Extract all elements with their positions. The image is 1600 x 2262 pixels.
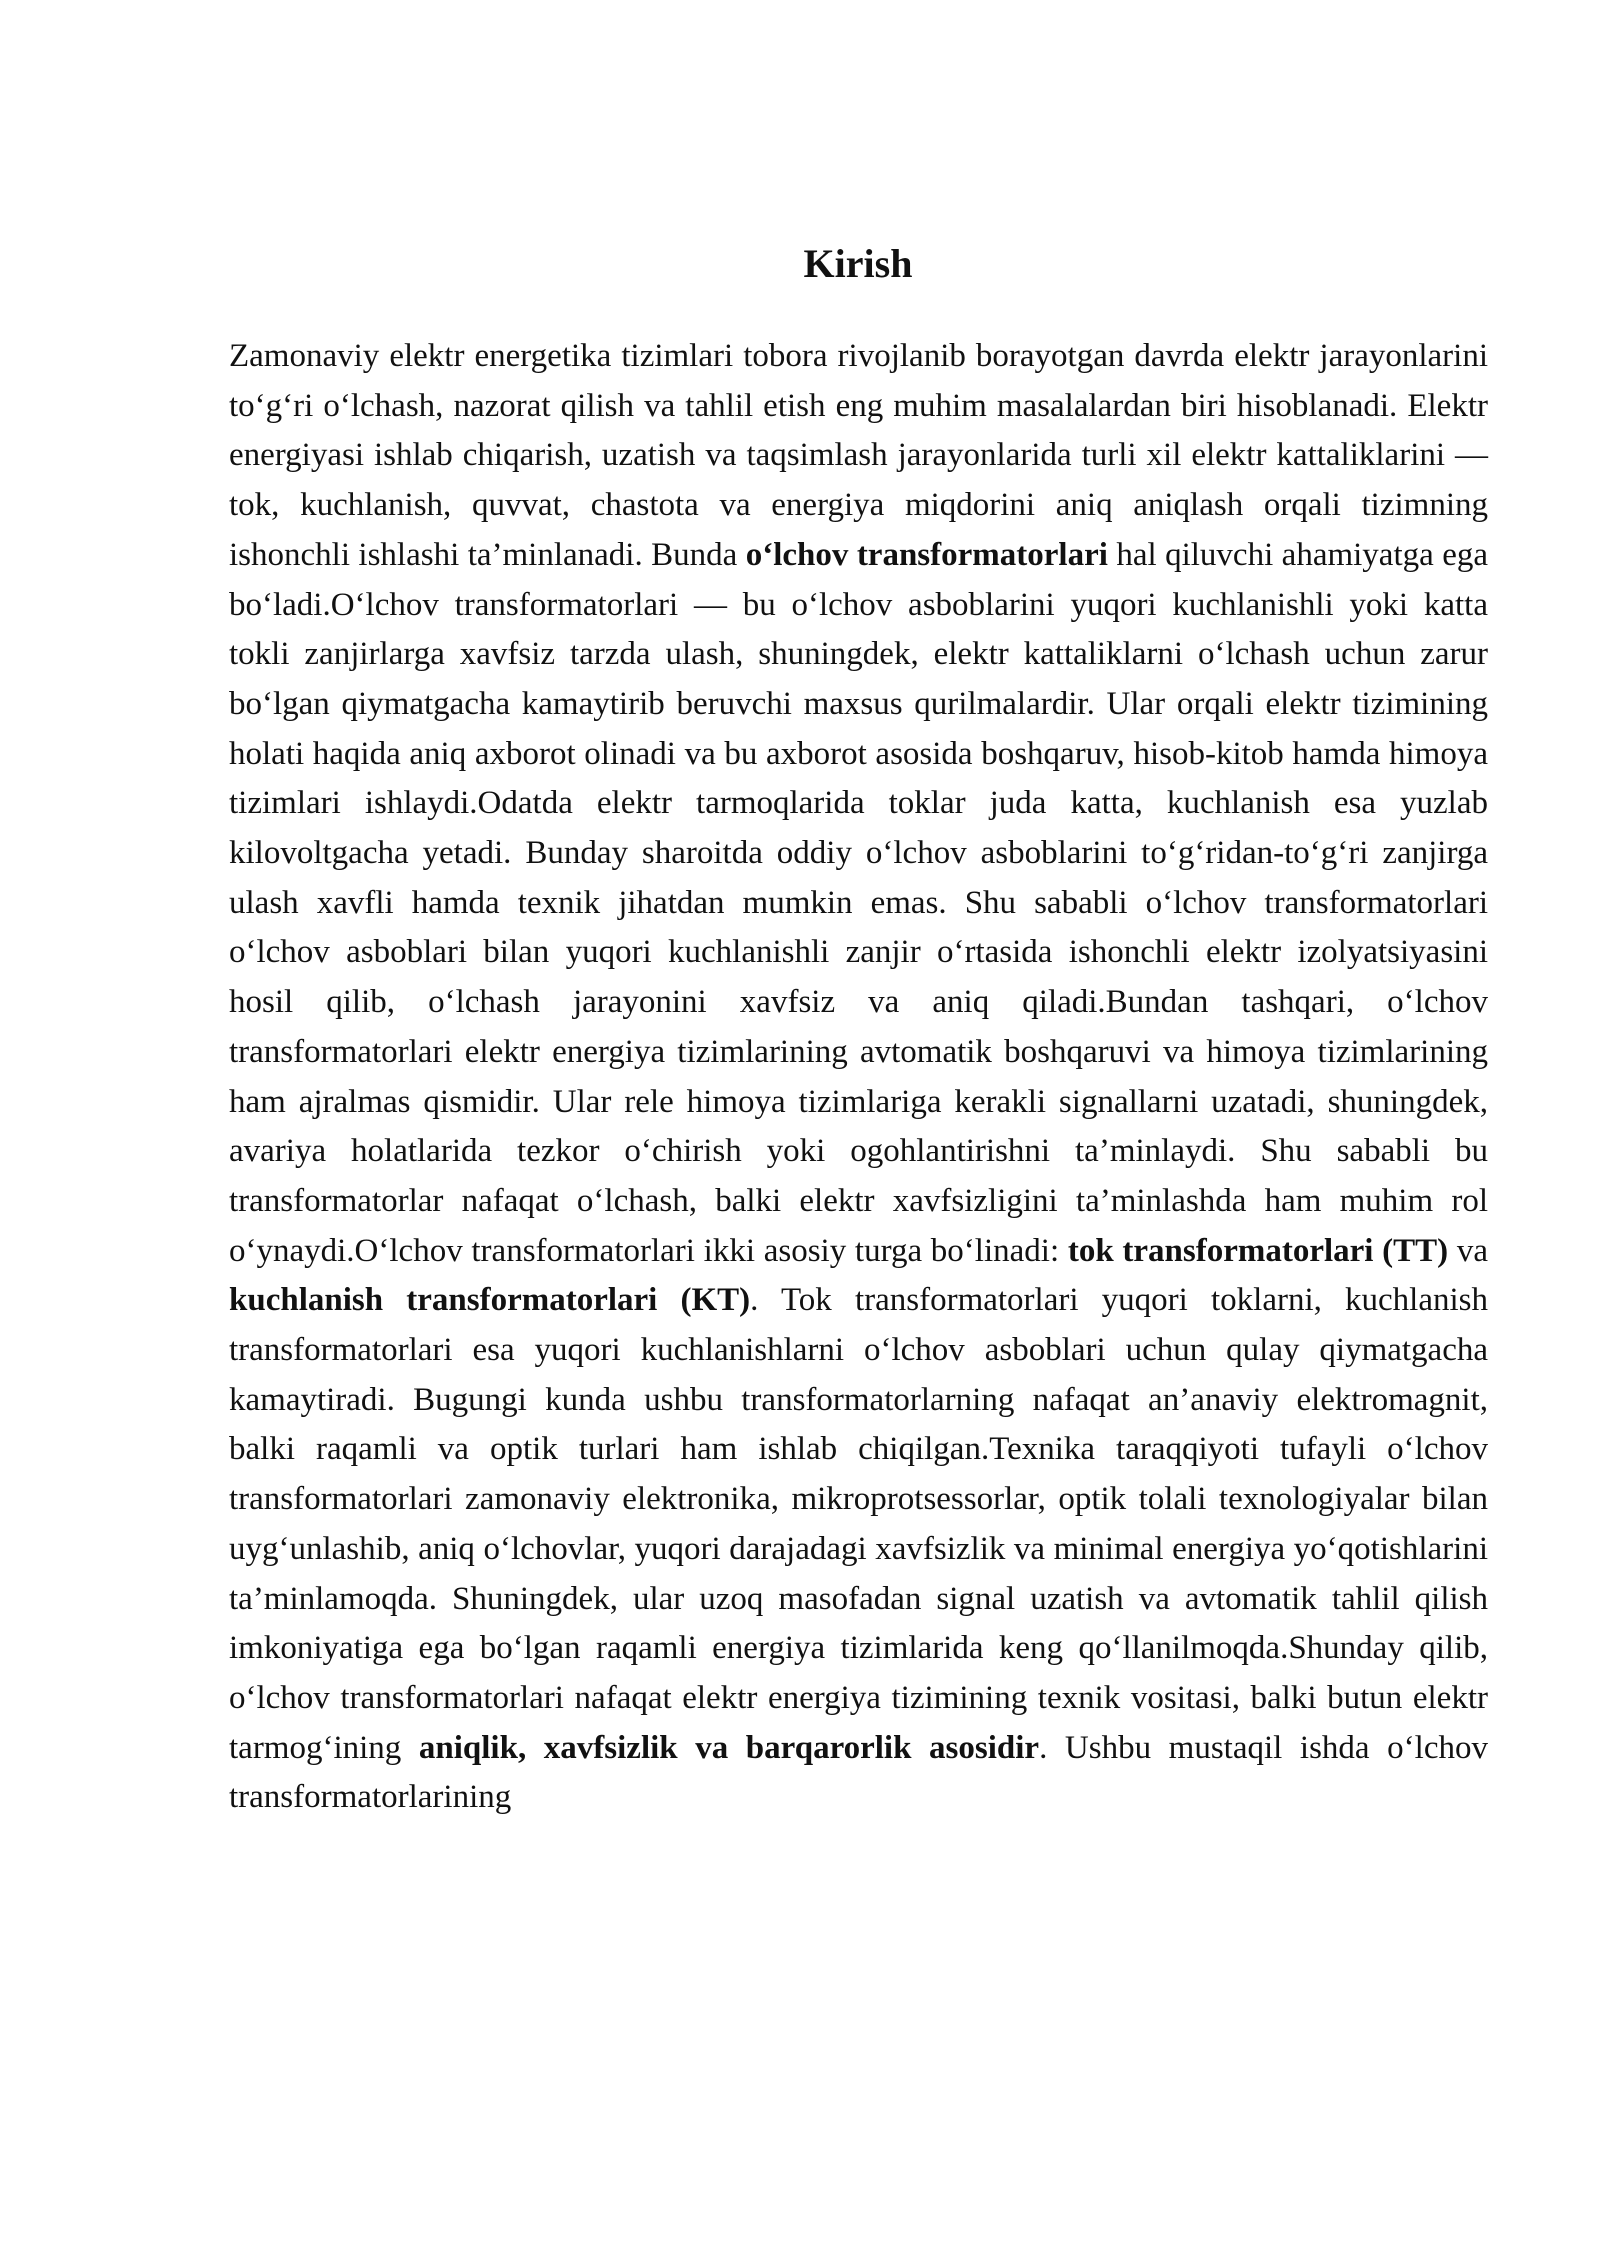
paragraph-text: Zamonaviy elektr energetika tizimlari tobora rivojlanib borayotgan davrda elektr jarayonlarini to‘g‘ri o‘lchash, nazorat qilish va tahlil etish eng muhim masalalardan biri hisoblanadi. Elektr energiyasi ishlab chiqarish, uzatish va taqsimlash jarayonlarida turli xil elektr kattaliklarini — tok, kuchlanish, quvvat, chastota va energiya miqdorini aniq aniqlash orqali tizimning ishonchli ishlashi ta’minlanadi. Bunda [229, 338, 1488, 573]
paragraph-text: . Tok transformatorlari yuqori toklarni, kuchlanish transformatorlari esa yuqori kuchlanishlarni o‘lchov asboblari uchun qulay qiymatgacha kamaytiradi. Bugungi kunda ushbu transformatorlarning nafaqat an’anaviy elektromagnit, balki raqamli va optik turlari ham ishlab chiqilgan.Texnika taraqqiyoti tufayli o‘lchov transformatorlari zamonaviy elektronika, mikroprotsessorlar, optik tolali texnologiyalar bilan uyg‘unlashib, aniq o‘lchovlar, yuqori darajadagi xavfsizlik va minimal energiya yo‘qotishlarini ta’minlamoqda. Shuningdek, ular uzoq masofadan signal uzatish va avtomatik tahlil qilish imkoniyatiga ega bo‘lgan raqamli energiya tizimlarida keng qo‘llanilmoqda.Shunday qilib, o‘lchov transformatorlari nafaqat elektr energiya tizimining texnik vositasi, balki butun elektr tarmog‘ining [229, 1282, 1489, 1766]
paragraph-text: hal qiluvchi ahamiyatga ega bo‘ladi.O‘lchov transformatorlari — bu o‘lchov asboblarini yuqori kuchlanishli yoki katta tokli zanjirlarga xavfsiz tarzda ulash, shuningdek, elektr kattaliklarni o‘lchash uchun zarur bo‘lgan qiymatgacha kamaytirib beruvchi maxsus qurilmalardir. Ular orqali elektr tizimining holati haqida aniq axborot olinadi va bu axborot asosida boshqaruv, hisob-kitob hamda himoya tizimlari ishlaydi.Odatda elektr tarmoqlarida toklar juda katta, kuchlanish esa yuzlab kilovoltgacha yetadi. Bunday sharoitda oddiy o‘lchov asboblarini to‘g‘ridan-to‘g‘ri zanjirga ulash xavfli hamda texnik jihatdan mumkin emas. Shu sababli o‘lchov transformatorlari o‘lchov asboblari bilan yuqori kuchlanishli zanjir o‘rtasida ishonchli elektr izolyatsiyasini hosil qilib, o‘lchash jarayonini xavfsiz va aniq qiladi.Bundan tashqari, o‘lchov transformatorlari elektr energiya tizimlarining avtomatik boshqaruvi va himoya tizimlarining ham ajralmas qismidir. Ular rele himoya tizimlariga kerakli signallarni uzatadi, shuningdek, avariya holatlarida tezkor o‘chirish yoki ogohlantirishni ta’minlaydi. Shu sababli bu transformatorlar nafaqat o‘lchash, balki elektr xavfsizligini ta’minlashda ham muhim rol o‘ynaydi.O‘lchov transformatorlari ikki asosiy turga bo‘linadi: [229, 536, 1488, 1269]
page-title: Kirish [803, 241, 913, 286]
paragraph-text: va [1448, 1232, 1489, 1269]
bold-term-aniqlik-xavfsizlik: aniqlik, xavfsizlik va barqarorlik asosidir [418, 1729, 1040, 1766]
bold-term-tok-transformatorlari: tok transformatorlari (TT) [1067, 1232, 1449, 1269]
paragraph-text: . Ushbu mustaqil ishda o‘lchov transformatorlarining [229, 1729, 1488, 1816]
body-paragraph [229, 332, 1488, 1823]
bold-term-olchov-transformatorlari: o‘lchov transformatorlari [745, 536, 1108, 573]
bold-term-kuchlanish-transformatorlari: kuchlanish transformatorlari (KT) [229, 1282, 751, 1319]
